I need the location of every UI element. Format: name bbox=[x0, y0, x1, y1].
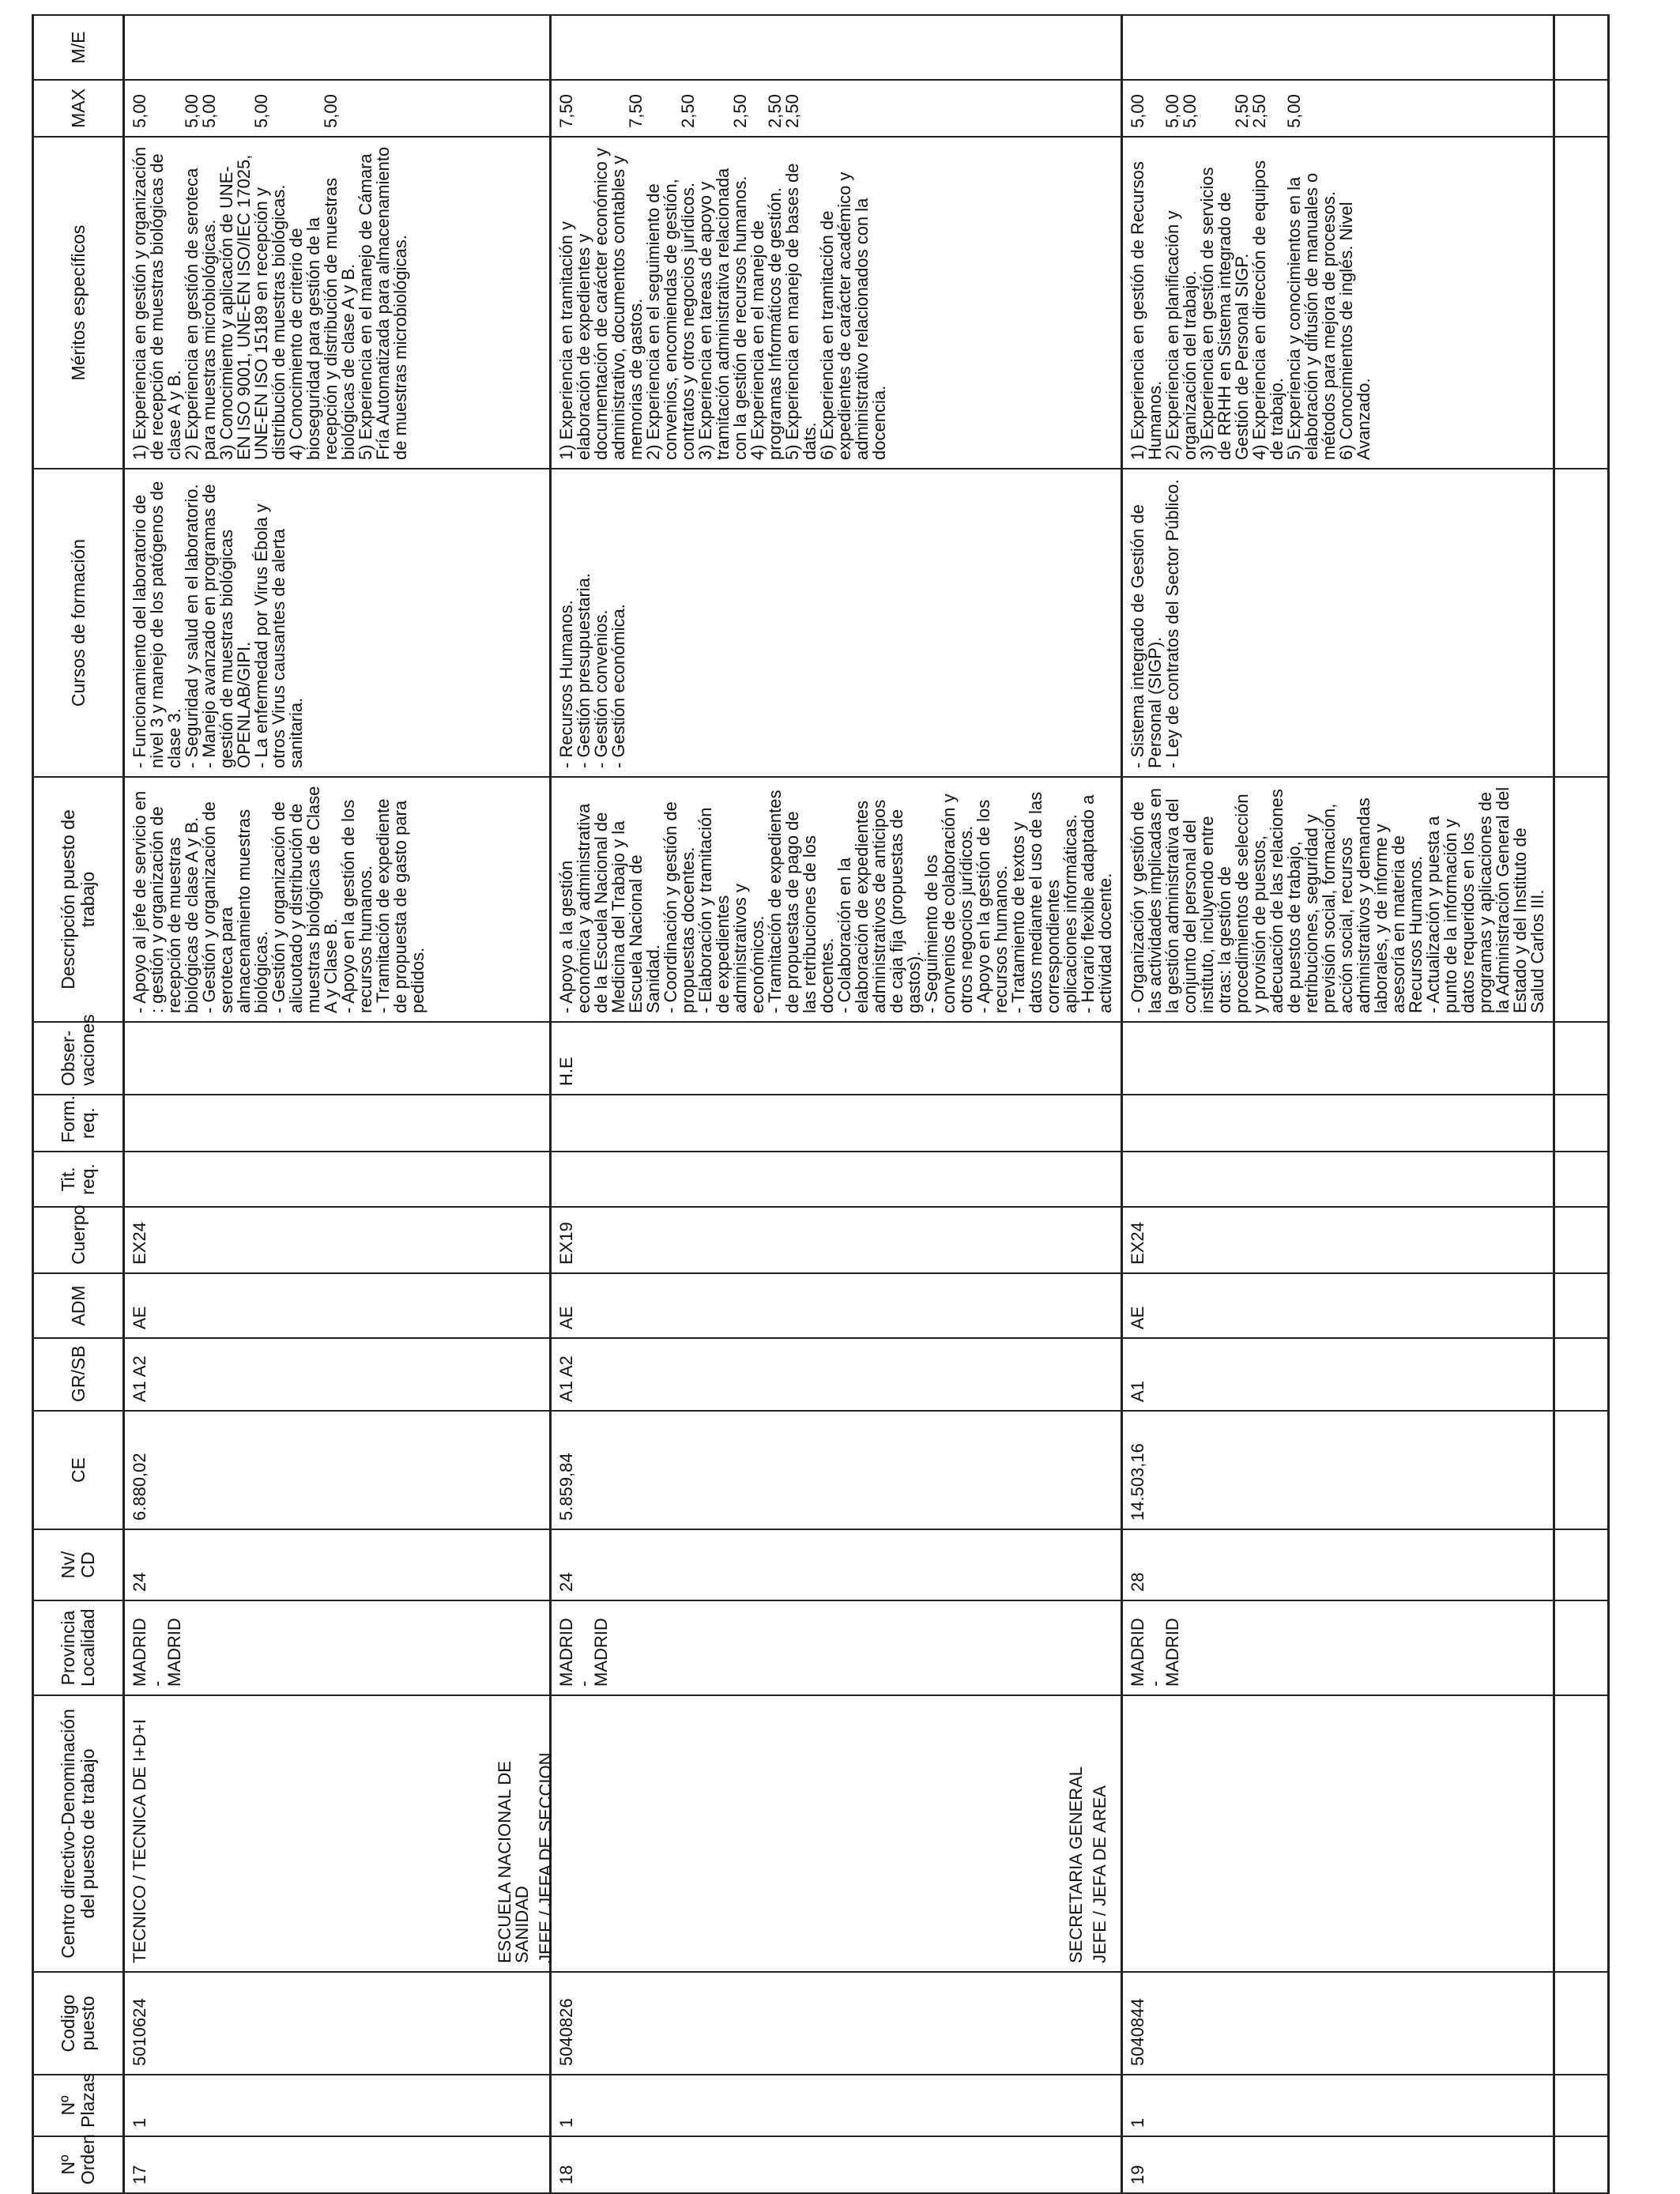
merito-item: 6) Experiencia en tramitación de expedientes de carácter académico y administrativo relacionados con la docencia. bbox=[817, 172, 889, 460]
cell-max bbox=[551, 80, 1122, 137]
empty-cell bbox=[1554, 777, 1609, 1022]
descripcion-text: - Organización y gestión de las actividades implicadas en la gestión administrativa del conjunto del personal del instituto, incluyendo entre otras: la gestión de procedimientos de selección y provisión de puestos, adecuación de las relaciones de puestos de trabajo, retribuciones, seguridad y previsión social, formación, acción social, recursos administrativos y demandas laborales, y de informe y asesoría en materia de Recursos Humanos. - Actualización y puesta a punto de la información y datos requeridos en los programas y aplicaciones de la Administración General del Estado y del Instituto de Salud Carlos III. bbox=[1128, 786, 1547, 1013]
merito-item: 2) Experiencia en gestión de seroteca para muestras microbiológicas. bbox=[182, 168, 219, 460]
merito-item: 1) Experiencia en gestión de Recursos Humanos. bbox=[1128, 161, 1165, 460]
cell-provincia: MADRID - MADRID bbox=[551, 1600, 1122, 1695]
cell-adm: AE bbox=[1122, 1273, 1554, 1338]
header-ce: CE bbox=[33, 1411, 124, 1529]
descripcion-text: - Apoyo a la gestión económica y administrativa de la Escuela Nacional de Medicina del Trabajo y la Escuela Nacional de Sanidad. - Coordinación y gestión de propuestas docentes. - Elaboración y tramitación de expedientes administrativos y económicos. - Tramitación de expedientes de propuestas de pago de las retribuciones de los docentes. - Colaboración en la elaboración de expedientes administrativos de anticipos de caja fija (propuestas de gastos). - Seguimiento de los convenios de colaboración y otros negocios jurídicos. - Apoyo en la gestión de los recursos humanos. - Tratamiento de textos y datos mediante el uso de las correspondientes aplicaciones informáticas. - Horario flexible adaptado a actividad docente. bbox=[556, 790, 1115, 1013]
header-meritos: Méritos específicos bbox=[33, 137, 124, 469]
cell-tit bbox=[124, 1152, 551, 1207]
cell-cursos bbox=[1122, 469, 1554, 777]
merito-item: 2) Experiencia en el seguimiento de convenios, encomiendas de gestión, contratos y otros negocios jurídicos. bbox=[643, 179, 698, 460]
max-value: 5,00 bbox=[251, 94, 271, 128]
empty-cell bbox=[1554, 2075, 1609, 2136]
cell-form bbox=[551, 1095, 1122, 1152]
cell-codigo: 5010624 bbox=[124, 1972, 551, 2075]
max-value: 2,50 bbox=[1232, 94, 1252, 128]
empty-cell bbox=[1554, 137, 1609, 469]
cell-cursos bbox=[551, 469, 1122, 777]
cell-me bbox=[124, 15, 551, 80]
header-nivel: Nv/ CD bbox=[33, 1529, 124, 1600]
merito-item: 3) Experiencia en tareas de apoyo y tramitación administrativa relacionada con la gestión de recursos humanos. bbox=[695, 168, 750, 460]
header-orden: Nº Orden bbox=[33, 2136, 124, 2193]
puestos-table bbox=[32, 14, 1610, 2194]
cell-nivel: 24 bbox=[124, 1529, 551, 1600]
curso-item: - Recursos Humanos. bbox=[556, 600, 576, 768]
header-me: M/E bbox=[33, 15, 124, 80]
max-value: 5,00 bbox=[1180, 94, 1200, 128]
cell-obs bbox=[124, 1022, 551, 1095]
merito-item: 3) Experiencia en gestión de servicios de RRHH en Sistema integrado de Gestión de Personal SIGP. bbox=[1197, 167, 1252, 460]
cell-puesto: TECNICO / TECNICA DE I+D+I bbox=[130, 1719, 149, 1963]
cell-obs: H.E bbox=[551, 1022, 1122, 1095]
rotated-page bbox=[32, 16, 1547, 2194]
merito-item: 5) Experiencia en manejo de bases de dats. bbox=[782, 163, 819, 460]
curso-item: - Sistema integrado de Gestión de Personal (SIGP). bbox=[1128, 504, 1165, 768]
empty-cell bbox=[1554, 1600, 1609, 1695]
header-max: MAX bbox=[33, 80, 124, 137]
header-codigo: Codigo puesto bbox=[33, 1972, 124, 2075]
cell-cuerpo: EX24 bbox=[124, 1207, 551, 1273]
max-value: 5,00 bbox=[182, 94, 202, 128]
cell-provincia: MADRID - MADRID bbox=[1122, 1600, 1554, 1695]
empty-cell bbox=[1554, 1095, 1609, 1152]
cell-max bbox=[124, 80, 551, 137]
cell-adm: AE bbox=[551, 1273, 1122, 1338]
max-value: 5,00 bbox=[1128, 94, 1147, 128]
table-row bbox=[124, 15, 551, 2193]
cell-orden: 17 bbox=[124, 2136, 551, 2193]
header-descripcion: Descripción puesto de trabajo bbox=[33, 777, 124, 1022]
cell-orden: 18 bbox=[551, 2136, 1122, 2193]
merito-item: 2) Experiencia en planificación y organización del trabajo. bbox=[1162, 210, 1200, 460]
empty-cell bbox=[1554, 1338, 1609, 1411]
cell-descripcion bbox=[551, 777, 1122, 1022]
cell-me bbox=[1122, 15, 1554, 80]
merito-item: 4) Experiencia en el manejo de programas Informáticos de gestión. bbox=[748, 187, 785, 460]
cell-meritos bbox=[124, 137, 551, 469]
cell-centro bbox=[1066, 1695, 1554, 1972]
max-value: 7,50 bbox=[556, 94, 576, 128]
merito-item: 5) Experiencia en el manejo de Cámara Fría Automatizada para almacenamiento de muestras microbiológicas. bbox=[356, 146, 410, 460]
cell-form bbox=[1122, 1095, 1554, 1152]
cell-unidad: SECRETARIA GENERAL bbox=[1066, 1766, 1086, 1963]
cell-codigo: 5040826 bbox=[551, 1972, 1122, 2075]
max-value: 2,50 bbox=[730, 94, 750, 128]
empty-cell bbox=[1554, 469, 1609, 777]
empty-cell bbox=[1554, 80, 1609, 137]
table-footer-band bbox=[1554, 15, 1609, 2193]
merito-item: 3) Conocimiento y aplicación de UNE-EN ISO 9001, UNE-EN ISO/IEC 17025, UNE-EN ISO 15189 en recepción y distribución de muestras biológicas. bbox=[217, 154, 288, 460]
merito-item: 6) Conocimientos de inglés. Nivel Avanzado. bbox=[1336, 202, 1373, 460]
cell-nivel: 24 bbox=[551, 1529, 1122, 1600]
cell-tit bbox=[551, 1152, 1122, 1207]
max-value: 5,00 bbox=[130, 94, 149, 128]
header-obs: Obser- vaciones bbox=[33, 1022, 124, 1095]
header-provincia: Provincia Localidad bbox=[33, 1600, 124, 1695]
curso-item: - Seguridad y salud en el laboratorio. bbox=[182, 484, 202, 768]
header-grsb: GR/SB bbox=[33, 1338, 124, 1411]
empty-cell bbox=[1554, 1972, 1609, 2075]
max-value: 2,50 bbox=[782, 94, 802, 128]
header-plazas: Nº Plazas bbox=[33, 2075, 124, 2136]
merito-item: 1) Experiencia en gestión y organización de recepción de muestras biológicas de clase A y B. bbox=[130, 146, 184, 460]
curso-item: - Gestión presupuestaria. bbox=[574, 572, 593, 768]
cell-ce: 6.880,02 bbox=[124, 1411, 551, 1529]
cell-tit bbox=[1122, 1152, 1554, 1207]
empty-cell bbox=[1554, 1529, 1609, 1600]
curso-item: - Gestión económica. bbox=[608, 604, 628, 768]
curso-item: - Gestión convenios. bbox=[591, 609, 611, 768]
cell-codigo: 5040844 bbox=[1122, 1972, 1554, 2075]
cell-cursos bbox=[124, 469, 551, 777]
table-header bbox=[33, 15, 124, 2193]
header-cursos: Cursos de formación bbox=[33, 469, 124, 777]
table-row bbox=[1122, 15, 1554, 2193]
cell-plazas: 1 bbox=[124, 2075, 551, 2136]
cell-grsb: A1 bbox=[1122, 1338, 1554, 1411]
cell-cuerpo: EX24 bbox=[1122, 1207, 1554, 1273]
curso-item: - Funcionamiento del laboratorio de nivel 3 y manejo de los patógenos de clase 3. bbox=[130, 481, 184, 768]
cell-provincia: MADRID - MADRID bbox=[124, 1600, 551, 1695]
empty-cell bbox=[1554, 2136, 1609, 2193]
merito-item: 4) Experiencia en dirección de equipos de trabajo. bbox=[1249, 160, 1286, 460]
cell-adm: AE bbox=[124, 1273, 551, 1338]
empty-cell bbox=[1554, 1207, 1609, 1273]
cell-orden: 19 bbox=[1122, 2136, 1554, 2193]
cell-plazas: 1 bbox=[1122, 2075, 1554, 2136]
merito-item: 5) Experiencia y conocimientos en la elaboración y difusión de manuales o métodos para mejora de procesos. bbox=[1284, 172, 1339, 460]
merito-item: 4) Conocimiento de criterio de bioseguridad para gestión de la recepción y distribución de muestras biológicas de clase A y B. bbox=[286, 177, 358, 460]
curso-item: - La enfermedad por Virus Ébola y otros Virus causantes de alerta sanitaria. bbox=[251, 503, 306, 768]
cell-form bbox=[124, 1095, 551, 1152]
empty-cell bbox=[1554, 1022, 1609, 1095]
cell-descripcion bbox=[124, 777, 551, 1022]
curso-item: - Manejo avanzado en programas de gestión de muestras biológicas OPENLAB/GIPI. bbox=[199, 484, 254, 768]
cell-obs bbox=[1122, 1022, 1554, 1095]
header-adm: ADM bbox=[33, 1273, 124, 1338]
header-form: Form. req. bbox=[33, 1095, 124, 1152]
cell-centro bbox=[495, 1695, 1122, 1972]
cell-unidad: ESCUELA NACIONAL DE SANIDAD bbox=[495, 1761, 532, 1963]
empty-cell bbox=[1554, 1695, 1609, 1972]
curso-item: - Ley de contratos del Sector Público. bbox=[1162, 479, 1182, 768]
max-value: 5,00 bbox=[199, 94, 219, 128]
header-cuerpo: Cuerpo bbox=[33, 1207, 124, 1273]
cell-grsb: A1 A2 bbox=[124, 1338, 551, 1411]
max-value: 5,00 bbox=[321, 94, 341, 128]
empty-cell bbox=[1554, 15, 1609, 80]
table-row bbox=[551, 15, 1122, 2193]
cell-ce: 14.503,16 bbox=[1122, 1411, 1554, 1529]
cell-plazas: 1 bbox=[551, 2075, 1122, 2136]
header-centro: Centro directivo-Denominación del puesto de trabajo bbox=[33, 1695, 124, 1972]
max-value: 2,50 bbox=[1249, 94, 1269, 128]
cell-ce: 5.859,84 bbox=[551, 1411, 1122, 1529]
cell-puesto: JEFE / JEFA DE SECCION bbox=[536, 1752, 556, 1963]
max-value: 5,00 bbox=[1162, 94, 1182, 128]
max-value: 7,50 bbox=[626, 94, 646, 128]
cell-centro bbox=[124, 1695, 551, 1972]
max-value: 2,50 bbox=[678, 94, 698, 128]
merito-item: 1) Experiencia en tramitación y elaboración de expedientes y documentación de carácter económico y administrativo, documentos contables y memorias de gastos. bbox=[556, 148, 646, 460]
max-value: 2,50 bbox=[765, 94, 785, 128]
cell-me bbox=[551, 15, 1122, 80]
empty-cell bbox=[1554, 1273, 1609, 1338]
cell-grsb: A1 A2 bbox=[551, 1338, 1122, 1411]
descripcion-text: - Apoyo al jefe de servicio en : gestión y organización de recepción de muestras biológicas de clase A y B. - Gestión y organización de seroteca para almacenamiento muestras biológicas. - Gestión y organización de alicuotado y distribución de muestras biológicas de Clase A y Clase B. - Apoyo en la gestión de los recursos humanos. - Tramitación de expediente de propuesta de gasto para pedidos. bbox=[130, 786, 428, 1013]
cell-max bbox=[1122, 80, 1554, 137]
empty-cell bbox=[1554, 1152, 1609, 1207]
cell-puesto: JEFE / JEFA DE AREA bbox=[1090, 1785, 1109, 1963]
cell-cuerpo: EX19 bbox=[551, 1207, 1122, 1273]
cell-meritos bbox=[1122, 137, 1554, 469]
max-value: 5,00 bbox=[1284, 94, 1304, 128]
cell-meritos bbox=[551, 137, 1122, 469]
cell-descripcion bbox=[1122, 777, 1554, 1022]
empty-cell bbox=[1554, 1411, 1609, 1529]
cell-nivel: 28 bbox=[1122, 1529, 1554, 1600]
header-tit: Tit. req. bbox=[33, 1152, 124, 1207]
